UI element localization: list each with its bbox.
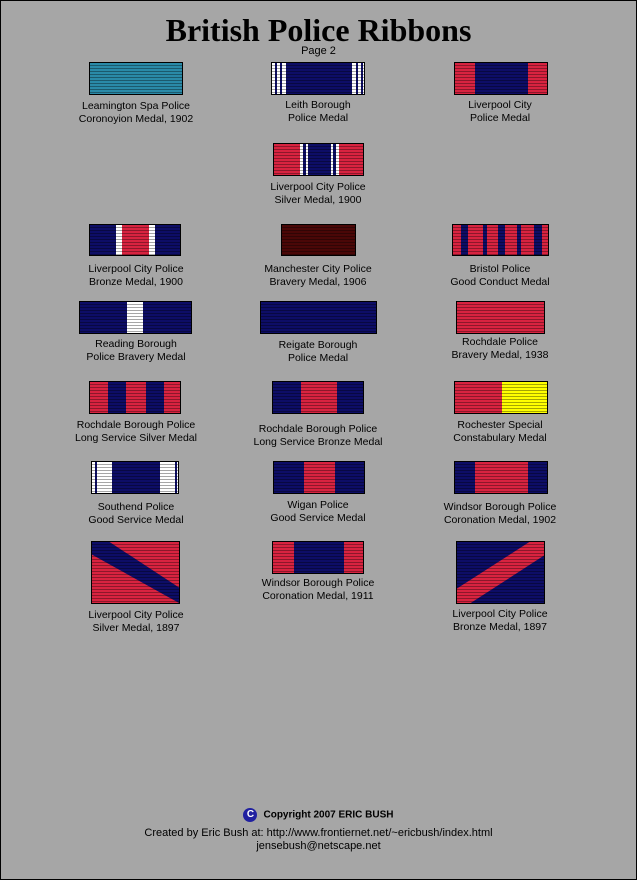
ribbon-reading-borough xyxy=(79,301,192,334)
caption-leith-borough: Leith Borough Police Medal xyxy=(285,99,351,124)
ribbon-liverpool-city-police-medal xyxy=(454,62,548,95)
ribbon-rochester-special xyxy=(454,381,548,414)
ribbon-wigan-good-service xyxy=(273,461,365,494)
ribbon-windsor-coronation-1902 xyxy=(454,461,548,494)
caption-wigan-good-service: Wigan Police Good Service Medal xyxy=(270,499,366,524)
ribbon-manchester-bravery xyxy=(281,224,356,256)
ribbon-liverpool-bronze-1897 xyxy=(456,541,545,604)
caption-manchester-bravery: Manchester City Police Bravery Medal, 1906 xyxy=(264,263,372,288)
caption-liverpool-bronze-1897: Liverpool City Police Bronze Medal, 1897 xyxy=(452,608,548,633)
caption-windsor-coronation-1911: Windsor Borough Police Coronation Medal, 1911 xyxy=(261,577,375,602)
copyright-line xyxy=(0,808,637,822)
page-title: British Police Ribbons xyxy=(165,12,472,48)
caption-rochdale-long-service-bronze: Rochdale Borough Police Long Service Bronze Medal xyxy=(253,423,383,448)
caption-windsor-coronation-1902: Windsor Borough Police Coronation Medal, 1902 xyxy=(443,501,557,526)
caption-reading-borough: Reading Borough Police Bravery Medal xyxy=(86,338,186,363)
caption-reigate-borough: Reigate Borough Police Medal xyxy=(278,339,358,364)
ribbon-windsor-coronation-1911 xyxy=(272,541,364,574)
caption-liverpool-city-police-medal: Liverpool City Police Medal xyxy=(468,99,532,124)
copyright-text: Copyright 2007 ERIC BUSH xyxy=(263,809,394,821)
ribbon-southend-good-service xyxy=(91,461,179,494)
caption-rochester-special: Rochester Special Constabulary Medal xyxy=(453,419,547,444)
copyright-icon: C xyxy=(243,808,257,822)
caption-liverpool-silver-1900: Liverpool City Police Silver Medal, 1900 xyxy=(270,181,366,206)
caption-leamington-spa: Leamington Spa Police Coronoyion Medal, 1902 xyxy=(78,100,194,125)
caption-rochdale-bravery: Rochdale Police Bravery Medal, 1938 xyxy=(451,336,549,361)
page-subtitle: Page 2 xyxy=(301,45,336,57)
ribbon-bristol-good-conduct xyxy=(452,224,549,256)
ribbon-leamington-spa xyxy=(89,62,183,95)
email-line[interactable]: jensebush@netscape.net xyxy=(256,840,381,852)
ribbon-leith-borough xyxy=(271,62,365,95)
ribbon-rochdale-long-service-bronze xyxy=(272,381,364,414)
ribbon-liverpool-silver-1897 xyxy=(91,541,180,604)
ribbon-rochdale-long-service-silver xyxy=(89,381,181,414)
caption-bristol-good-conduct: Bristol Police Good Conduct Medal xyxy=(450,263,550,288)
caption-liverpool-silver-1897: Liverpool City Police Silver Medal, 1897 xyxy=(88,609,184,634)
caption-southend-good-service: Southend Police Good Service Medal xyxy=(88,501,184,526)
caption-rochdale-long-service-silver: Rochdale Borough Police Long Service Silver Medal xyxy=(75,419,197,444)
ribbon-reigate-borough xyxy=(260,301,377,334)
ribbon-liverpool-bronze-1900 xyxy=(89,224,181,256)
created-by-line[interactable]: Created by Eric Bush at: http://www.frontiernet.net/~ericbush/index.html xyxy=(144,827,493,839)
ribbon-liverpool-silver-1900 xyxy=(273,143,364,176)
caption-liverpool-bronze-1900: Liverpool City Police Bronze Medal, 1900 xyxy=(88,263,184,288)
ribbon-rochdale-bravery xyxy=(456,301,545,334)
